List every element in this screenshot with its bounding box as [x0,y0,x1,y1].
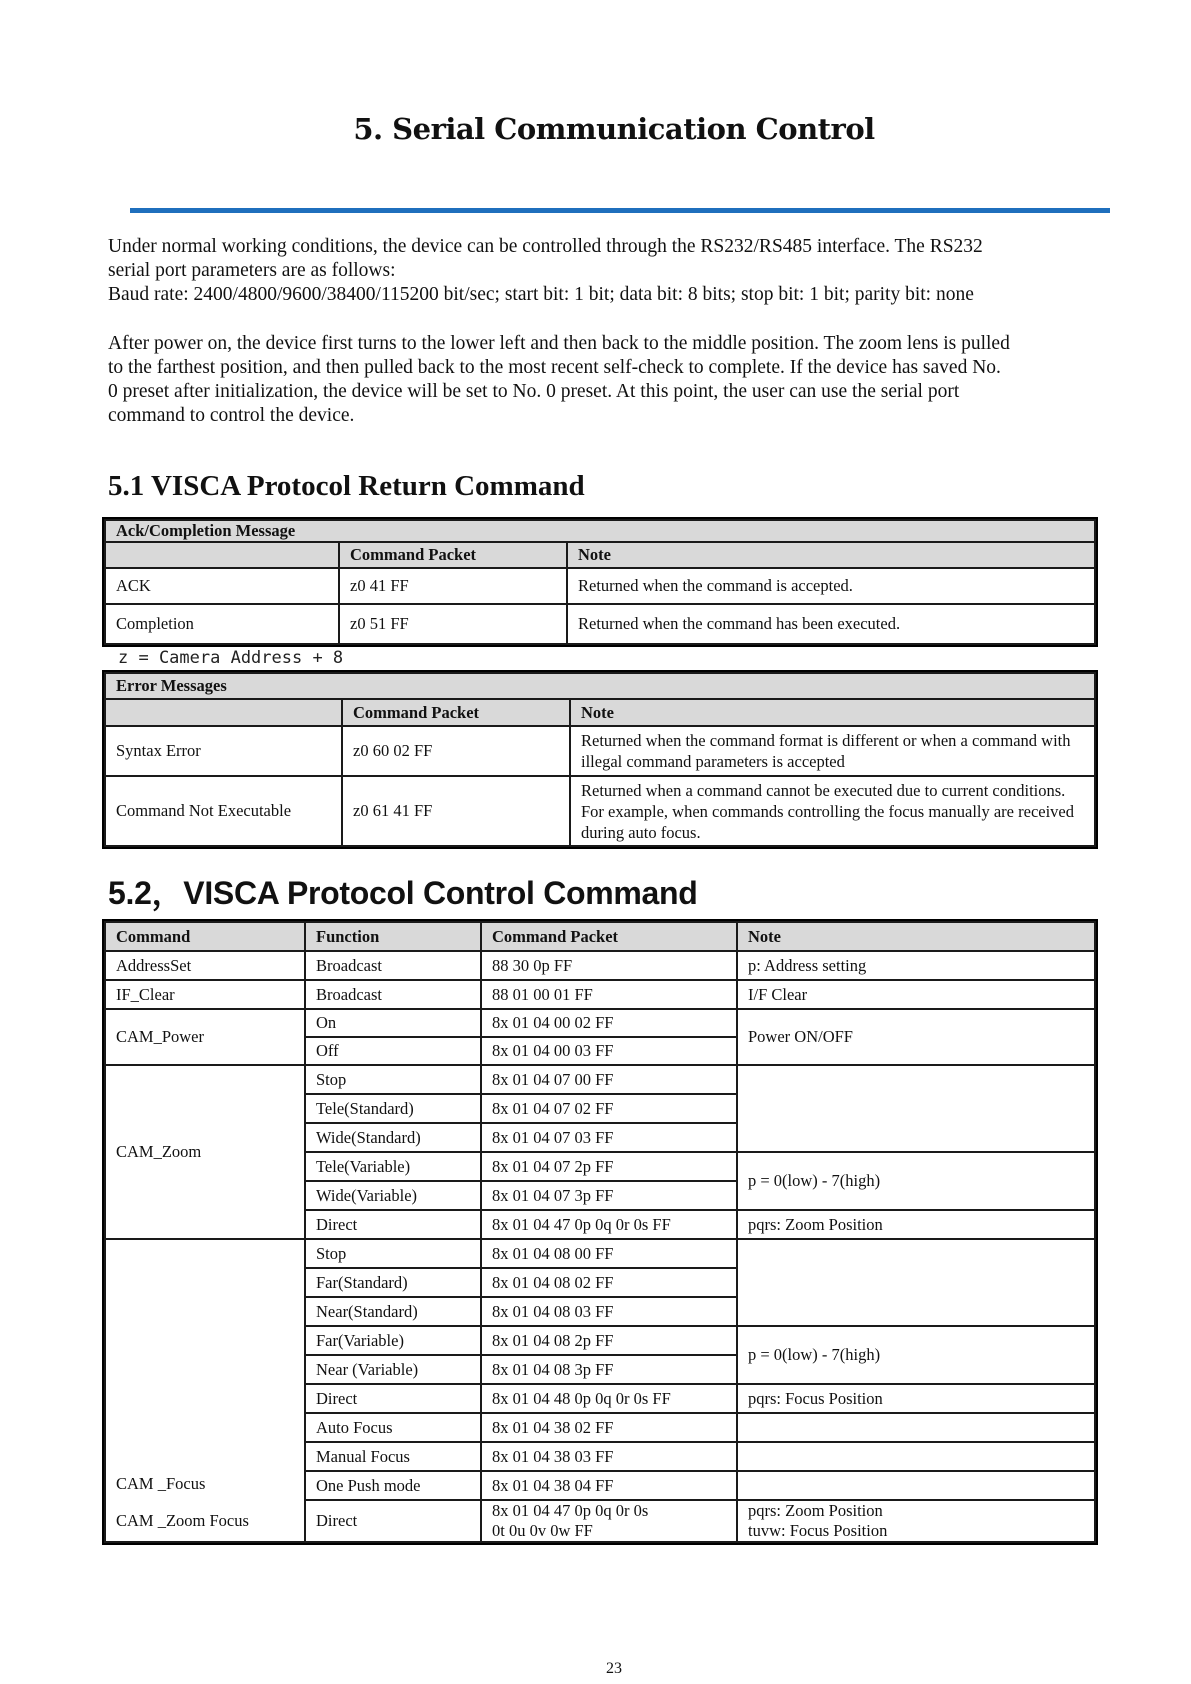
function: Tele(Standard) [305,1094,481,1123]
command-packet: 88 30 0p FF [481,951,737,980]
table-row [105,604,1095,644]
message-name: Syntax Error [105,726,342,776]
command-packet: 88 01 00 01 FF [481,980,737,1009]
function: One Push mode [305,1471,481,1500]
z-address-note: z = Camera Address + 8 [118,648,344,668]
command-packet: 8x 01 04 07 00 FF [481,1065,737,1094]
message-name: ACK [105,568,339,604]
note: Returned when a command cannot be executed due to current conditions. For example, when commands controlling the focus manually are received during auto focus. [570,776,1095,846]
command-name: CAM_Zoom [105,1065,305,1239]
function: On [305,1009,481,1037]
table-row [105,951,1095,980]
command-packet: 8x 01 04 08 02 FF [481,1268,737,1297]
table-row [105,776,1095,846]
column-header: Function [305,922,481,951]
text-line: command to control the device. [108,405,355,426]
function: Far(Variable) [305,1326,481,1355]
command-packet: z0 61 41 FF [342,776,570,846]
section-5-2-heading: 5.2，VISCA Protocol Control Command [108,875,698,911]
note: Power ON/OFF [737,1009,1095,1065]
note [737,1471,1095,1500]
command-packet: 8x 01 04 07 02 FF [481,1094,737,1123]
text-line: to the farthest position, and then pulled back to the most recent self-check to complete. If the device has saved No. [108,357,1001,378]
command-name: CAM_Power [105,1009,305,1065]
message-name: Completion [105,604,339,644]
command-packet: 8x 01 04 08 2p FF [481,1326,737,1355]
note-line: pqrs: Zoom Position [748,1501,883,1520]
text-line: 0 preset after initialization, the device will be set to No. 0 preset. At this point, the user can use the serial port [108,381,960,402]
command-name: CAM _Zoom Focus [105,1500,305,1542]
chapter-title: 5. Serial Communication Control [353,112,875,146]
function: Wide(Variable) [305,1181,481,1210]
function: Near(Standard) [305,1297,481,1326]
note [737,1500,1095,1542]
section-5-1-heading: 5.1 VISCA Protocol Return Command [108,470,585,502]
function: Off [305,1037,481,1065]
command-packet: 8x 01 04 07 03 FF [481,1123,737,1152]
command-packet: 8x 01 04 08 00 FF [481,1239,737,1268]
command-packet: 8x 01 04 08 03 FF [481,1297,737,1326]
intro-paragraph-2 [108,332,1098,428]
table-title: Error Messages [105,673,1095,699]
table-row [105,1500,1095,1542]
table-row [105,1065,1095,1094]
note [737,1413,1095,1442]
message-name: Command Not Executable [105,776,342,846]
error-messages-table [104,672,1096,847]
function: Manual Focus [305,1442,481,1471]
command-packet: 8x 01 04 00 02 FF [481,1009,737,1037]
text-line: Baud rate: 2400/4800/9600/38400/115200 bit/sec; start bit: 1 bit; data bit: 8 bits; stop bit: 1 bit; parity bit: none [108,284,974,305]
function: Stop [305,1239,481,1268]
command-name: IF_Clear [105,980,305,1009]
command-packet: z0 60 02 FF [342,726,570,776]
note [737,1065,1095,1152]
column-header: Note [570,699,1095,726]
column-header: Command Packet [342,699,570,726]
note: p = 0(low) - 7(high) [737,1152,1095,1210]
table-row [105,980,1095,1009]
function: Far(Standard) [305,1268,481,1297]
command-packet: z0 51 FF [339,604,567,644]
function: Auto Focus [305,1413,481,1442]
column-header: Command Packet [339,542,567,568]
function: Direct [305,1500,481,1542]
function: Broadcast [305,951,481,980]
text-line: After power on, the device first turns to the lower left and then back to the middle position. The zoom lens is pulled [108,333,1010,354]
column-header: Note [567,542,1095,568]
command-packet: 8x 01 04 48 0p 0q 0r 0s FF [481,1384,737,1413]
table-row [105,568,1095,604]
note [737,1239,1095,1326]
title-rule [130,208,1110,213]
note: Returned when the command has been executed. [567,604,1095,644]
table-row [105,1239,1095,1268]
page-number: 23 [606,1660,622,1677]
column-header: Note [737,922,1095,951]
text-line: serial port parameters are as follows: [108,260,396,281]
packet-line: 0t 0u 0v 0w FF [492,1521,593,1540]
note [737,1442,1095,1471]
intro-paragraph-1 [108,235,1098,307]
command-packet: 8x 01 04 07 3p FF [481,1181,737,1210]
table-row [105,726,1095,776]
text-line: Under normal working conditions, the device can be controlled through the RS232/RS485 interface. The RS232 [108,236,983,257]
note: Returned when the command is accepted. [567,568,1095,604]
function: Wide(Standard) [305,1123,481,1152]
function: Tele(Variable) [305,1152,481,1181]
function: Direct [305,1384,481,1413]
command-name: AddressSet [105,951,305,980]
command-packet: z0 41 FF [339,568,567,604]
table-title: Ack/Completion Message [105,520,1095,542]
control-command-table [104,921,1096,1543]
note: I/F Clear [737,980,1095,1009]
function: Near (Variable) [305,1355,481,1384]
command-packet: 8x 01 04 38 04 FF [481,1471,737,1500]
note-line: tuvw: Focus Position [748,1521,888,1540]
command-packet: 8x 01 04 38 02 FF [481,1413,737,1442]
function: Broadcast [305,980,481,1009]
command-name: CAM _Focus [105,1239,305,1500]
column-header: Command Packet [481,922,737,951]
command-packet: 8x 01 04 38 03 FF [481,1442,737,1471]
note: pqrs: Zoom Position [737,1210,1095,1239]
command-packet: 8x 01 04 00 03 FF [481,1037,737,1065]
table-row [105,1009,1095,1037]
command-packet: 8x 01 04 47 0p 0q 0r 0s FF [481,1210,737,1239]
column-header: Command [105,922,305,951]
note: p: Address setting [737,951,1095,980]
packet-line: 8x 01 04 47 0p 0q 0r 0s [492,1501,649,1520]
command-packet: 8x 01 04 07 2p FF [481,1152,737,1181]
command-packet: 8x 01 04 08 3p FF [481,1355,737,1384]
note: p = 0(low) - 7(high) [737,1326,1095,1384]
note: pqrs: Focus Position [737,1384,1095,1413]
function: Stop [305,1065,481,1094]
column-header [105,699,342,726]
note: Returned when the command format is different or when a command with illegal command parameters is accepted [570,726,1095,776]
function: Direct [305,1210,481,1239]
column-header [105,542,339,568]
command-packet [481,1500,737,1542]
ack-completion-table [104,519,1096,645]
